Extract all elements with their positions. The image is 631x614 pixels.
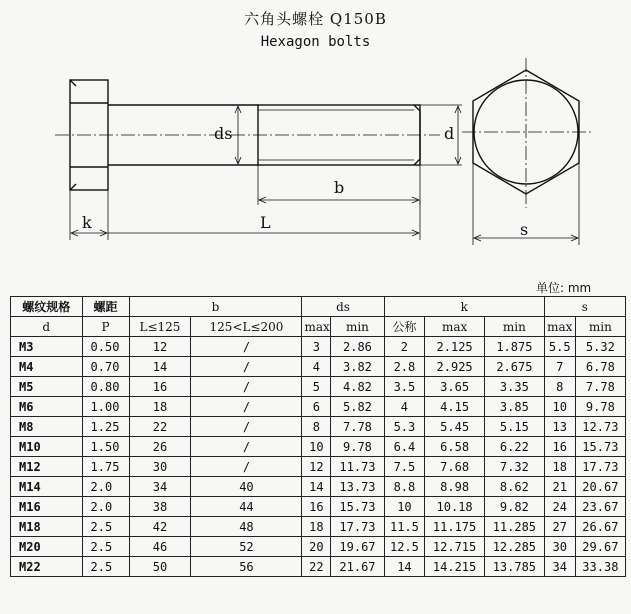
table-cell: 11.285 bbox=[484, 517, 544, 537]
title-chinese: 六角头螺栓 Q150B bbox=[244, 10, 387, 28]
table-cell: 4.15 bbox=[425, 397, 485, 417]
table-cell: 8 bbox=[544, 377, 575, 397]
s-label: s bbox=[520, 220, 529, 239]
d-label: d bbox=[444, 124, 455, 143]
table-cell: 26.67 bbox=[575, 517, 625, 537]
table-cell: 4 bbox=[384, 397, 425, 417]
table-cell: 29.67 bbox=[575, 537, 625, 557]
title-english: Hexagon bolts bbox=[260, 34, 371, 50]
table-cell: 14 bbox=[384, 557, 425, 577]
subheader-k-max: max bbox=[425, 317, 485, 337]
table-cell: 1.00 bbox=[82, 397, 129, 417]
table-cell: 13 bbox=[544, 417, 575, 437]
table-cell: 23.67 bbox=[575, 497, 625, 517]
table-cell: 10.18 bbox=[425, 497, 485, 517]
table-cell: / bbox=[191, 397, 302, 417]
table-cell: 16 bbox=[302, 497, 331, 517]
table-row bbox=[11, 337, 626, 357]
table-row bbox=[11, 497, 626, 517]
table-cell: 7.68 bbox=[425, 457, 485, 477]
table-cell: 18 bbox=[544, 457, 575, 477]
table-cell: 8 bbox=[302, 417, 331, 437]
table-cell: 11.175 bbox=[425, 517, 485, 537]
table-cell: / bbox=[191, 357, 302, 377]
subheader-ds-max: max bbox=[302, 317, 331, 337]
table-row bbox=[11, 437, 626, 457]
header-s: s bbox=[544, 297, 625, 317]
table-cell: 26 bbox=[129, 437, 191, 457]
header-thread-spec: 螺纹规格 bbox=[11, 297, 83, 317]
table-row bbox=[11, 357, 626, 377]
table-cell: 50 bbox=[129, 557, 191, 577]
table-cell: 5.32 bbox=[575, 337, 625, 357]
table-cell: 30 bbox=[544, 537, 575, 557]
table-cell: 34 bbox=[544, 557, 575, 577]
table-cell: 4.82 bbox=[331, 377, 384, 397]
table-cell: M3 bbox=[11, 337, 83, 357]
table-cell: 12.715 bbox=[425, 537, 485, 557]
table-cell: 12 bbox=[302, 457, 331, 477]
table-cell: M22 bbox=[11, 557, 83, 577]
table-cell: 0.50 bbox=[82, 337, 129, 357]
table-cell: 9.82 bbox=[484, 497, 544, 517]
table-cell: 0.70 bbox=[82, 357, 129, 377]
table-cell: 12.285 bbox=[484, 537, 544, 557]
table-cell: 21.67 bbox=[331, 557, 384, 577]
table-row bbox=[11, 417, 626, 437]
table-cell: 2.8 bbox=[384, 357, 425, 377]
header-b: b bbox=[129, 297, 302, 317]
table-cell: 2.5 bbox=[82, 557, 129, 577]
subheader-b-short: L≤125 bbox=[129, 317, 191, 337]
table-cell: 7.78 bbox=[331, 417, 384, 437]
table-cell: 22 bbox=[129, 417, 191, 437]
b-label: b bbox=[334, 178, 345, 197]
table-cell: 52 bbox=[191, 537, 302, 557]
table-cell: 18 bbox=[302, 517, 331, 537]
table-cell: M10 bbox=[11, 437, 83, 457]
table-cell: 3 bbox=[302, 337, 331, 357]
table-cell: 10 bbox=[384, 497, 425, 517]
table-cell: 5.5 bbox=[544, 337, 575, 357]
table-cell: 0.80 bbox=[82, 377, 129, 397]
table-cell: 38 bbox=[129, 497, 191, 517]
table-cell: 3.82 bbox=[331, 357, 384, 377]
table-cell: 6.78 bbox=[575, 357, 625, 377]
table-body bbox=[11, 337, 626, 577]
subheader-k-nominal: 公称 bbox=[384, 317, 425, 337]
table-cell: 30 bbox=[129, 457, 191, 477]
table-cell: 6 bbox=[302, 397, 331, 417]
table-cell: 22 bbox=[302, 557, 331, 577]
table-cell: 5.15 bbox=[484, 417, 544, 437]
table-row bbox=[11, 537, 626, 557]
table-cell: 56 bbox=[191, 557, 302, 577]
table-cell: 3.85 bbox=[484, 397, 544, 417]
table-cell: 42 bbox=[129, 517, 191, 537]
table-cell: 2.86 bbox=[331, 337, 384, 357]
table-cell: M14 bbox=[11, 477, 83, 497]
table-cell: 6.4 bbox=[384, 437, 425, 457]
bolt-drawing bbox=[0, 0, 631, 280]
table-cell: 12 bbox=[129, 337, 191, 357]
table-cell: 14 bbox=[302, 477, 331, 497]
table-cell: M16 bbox=[11, 497, 83, 517]
table-cell: 2 bbox=[384, 337, 425, 357]
subheader-s-max: max bbox=[544, 317, 575, 337]
table-cell: 5.82 bbox=[331, 397, 384, 417]
table-cell: 16 bbox=[129, 377, 191, 397]
table-cell: 9.78 bbox=[331, 437, 384, 457]
table-cell: 8.8 bbox=[384, 477, 425, 497]
ds-label: ds bbox=[214, 124, 233, 143]
k-label: k bbox=[82, 213, 92, 232]
table-row bbox=[11, 377, 626, 397]
table-cell: 3.5 bbox=[384, 377, 425, 397]
table-cell: 2.5 bbox=[82, 517, 129, 537]
table-cell: 7.5 bbox=[384, 457, 425, 477]
table-cell: / bbox=[191, 457, 302, 477]
table-cell: 3.35 bbox=[484, 377, 544, 397]
table-cell: 27 bbox=[544, 517, 575, 537]
table-cell: 33.38 bbox=[575, 557, 625, 577]
table-cell: 2.675 bbox=[484, 357, 544, 377]
table-cell: 7.32 bbox=[484, 457, 544, 477]
table-cell: 15.73 bbox=[331, 497, 384, 517]
table-cell: M20 bbox=[11, 537, 83, 557]
table-cell: 7 bbox=[544, 357, 575, 377]
table-cell: 20.67 bbox=[575, 477, 625, 497]
table-cell: 1.50 bbox=[82, 437, 129, 457]
header-pitch: 螺距 bbox=[82, 297, 129, 317]
table-cell: 10 bbox=[302, 437, 331, 457]
table-row bbox=[11, 477, 626, 497]
table-cell: 19.67 bbox=[331, 537, 384, 557]
subheader-ds-min: min bbox=[331, 317, 384, 337]
subheader-k-min: min bbox=[484, 317, 544, 337]
table-cell: 34 bbox=[129, 477, 191, 497]
table-cell: / bbox=[191, 417, 302, 437]
table-cell: 2.0 bbox=[82, 477, 129, 497]
subheader-s-min: min bbox=[575, 317, 625, 337]
subheader-p: P bbox=[82, 317, 129, 337]
table-cell: 11.5 bbox=[384, 517, 425, 537]
table-cell: 12.5 bbox=[384, 537, 425, 557]
table-row bbox=[11, 397, 626, 417]
table-cell: 8.98 bbox=[425, 477, 485, 497]
table-cell: 4 bbox=[302, 357, 331, 377]
table-cell: M4 bbox=[11, 357, 83, 377]
unit-note: 单位: mm bbox=[536, 281, 592, 295]
table-cell: 5.3 bbox=[384, 417, 425, 437]
table-cell: 40 bbox=[191, 477, 302, 497]
table-cell: 11.73 bbox=[331, 457, 384, 477]
table-cell: 7.78 bbox=[575, 377, 625, 397]
table-cell: 44 bbox=[191, 497, 302, 517]
table-cell: 6.58 bbox=[425, 437, 485, 457]
table-cell: / bbox=[191, 437, 302, 457]
header-k: k bbox=[384, 297, 544, 317]
table-cell: 15.73 bbox=[575, 437, 625, 457]
table-cell: 2.0 bbox=[82, 497, 129, 517]
table-cell: 17.73 bbox=[575, 457, 625, 477]
table-cell: 24 bbox=[544, 497, 575, 517]
table-cell: M6 bbox=[11, 397, 83, 417]
table-cell: M12 bbox=[11, 457, 83, 477]
table-cell: 13.73 bbox=[331, 477, 384, 497]
header-ds: ds bbox=[302, 297, 384, 317]
table-cell: 12.73 bbox=[575, 417, 625, 437]
table-cell: M8 bbox=[11, 417, 83, 437]
table-cell: 16 bbox=[544, 437, 575, 457]
table-cell: 20 bbox=[302, 537, 331, 557]
table-cell: 3.65 bbox=[425, 377, 485, 397]
table-cell: 18 bbox=[129, 397, 191, 417]
table-cell: 1.875 bbox=[484, 337, 544, 357]
table-cell: 1.25 bbox=[82, 417, 129, 437]
table-cell: 14.215 bbox=[425, 557, 485, 577]
subheader-d: d bbox=[11, 317, 83, 337]
table-cell: 5 bbox=[302, 377, 331, 397]
table-cell: 17.73 bbox=[331, 517, 384, 537]
table-cell: 21 bbox=[544, 477, 575, 497]
table-cell: M5 bbox=[11, 377, 83, 397]
table-cell: 13.785 bbox=[484, 557, 544, 577]
table-cell: 6.22 bbox=[484, 437, 544, 457]
table-cell: 14 bbox=[129, 357, 191, 377]
table-row bbox=[11, 557, 626, 577]
subheader-b-long: 125<L≤200 bbox=[191, 317, 302, 337]
table-cell: 9.78 bbox=[575, 397, 625, 417]
table-cell: M18 bbox=[11, 517, 83, 537]
spec-table bbox=[10, 296, 626, 577]
table-row bbox=[11, 517, 626, 537]
table-cell: 1.75 bbox=[82, 457, 129, 477]
table-cell: / bbox=[191, 337, 302, 357]
table-cell: 2.5 bbox=[82, 537, 129, 557]
table-row bbox=[11, 457, 626, 477]
table-cell: 48 bbox=[191, 517, 302, 537]
table-cell: 46 bbox=[129, 537, 191, 557]
table-cell: 8.62 bbox=[484, 477, 544, 497]
table-cell: 10 bbox=[544, 397, 575, 417]
table-cell: 2.125 bbox=[425, 337, 485, 357]
table-cell: / bbox=[191, 377, 302, 397]
L-label: L bbox=[260, 213, 271, 232]
table-cell: 5.45 bbox=[425, 417, 485, 437]
header-row-1 bbox=[11, 297, 626, 317]
table-cell: 2.925 bbox=[425, 357, 485, 377]
header-row-2 bbox=[11, 317, 626, 337]
